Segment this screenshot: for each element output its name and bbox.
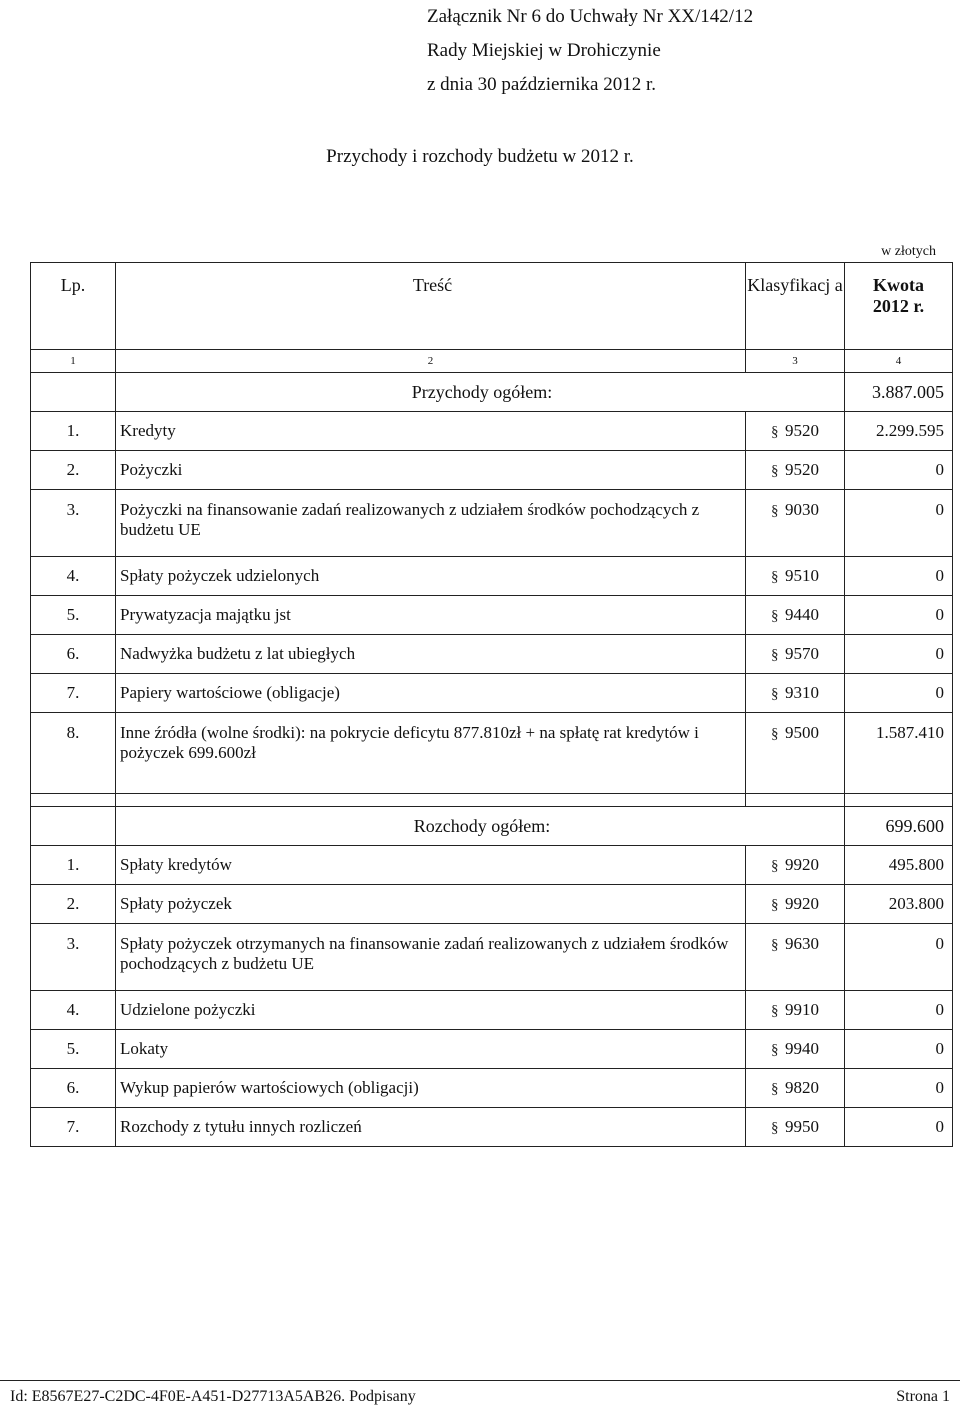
section-mark-icon: §: [771, 858, 779, 874]
header-line-1: Załącznik Nr 6 do Uchwały Nr XX/142/12: [427, 6, 754, 27]
row-klas-value: 9910: [785, 1000, 819, 1019]
row-kwota: 2.299.595: [845, 412, 953, 451]
row-kwota: 0: [845, 1108, 953, 1147]
row-klas-value: 9520: [785, 421, 819, 440]
row-klasyfikacja: [746, 713, 845, 794]
section-mark-icon: §: [771, 1081, 779, 1097]
row-kwota: 0: [845, 451, 953, 490]
section-mark-icon: §: [771, 1120, 779, 1136]
row-klas-value: 9630: [785, 934, 819, 953]
budget-table: [30, 262, 953, 1147]
row-klasyfikacja: [746, 635, 845, 674]
header-kwota-line1: Kwota: [873, 275, 924, 295]
table-row: [31, 713, 953, 794]
row-kwota: 495.800: [845, 846, 953, 885]
row-lp: 2.: [31, 451, 116, 490]
row-kwota: 0: [845, 1030, 953, 1069]
header-line-3: z dnia 30 października 2012 r.: [427, 74, 656, 95]
row-desc: Wykup papierów wartościowych (obligacji): [116, 1069, 746, 1108]
table-row: [31, 885, 953, 924]
header-kwota: [845, 263, 953, 350]
row-desc: Rozchody z tytułu innych rozliczeń: [116, 1108, 746, 1147]
row-desc: Inne źródła (wolne środki): na pokrycie deficytu 877.810zł + na spłatę rat kredytów i pożyczek 699.600zł: [116, 713, 746, 794]
rozchody-total-value: 699.600: [845, 807, 953, 846]
table-header-row: [31, 263, 953, 350]
row-kwota: 0: [845, 674, 953, 713]
table-row: [31, 846, 953, 885]
row-lp: 8.: [31, 713, 116, 794]
row-lp: 1.: [31, 846, 116, 885]
column-number-row: [31, 350, 953, 373]
table-row: [31, 451, 953, 490]
row-desc: Pożyczki na finansowanie zadań realizowanych z udziałem środków pochodzących z budżetu UE: [116, 490, 746, 557]
col-num-1: 1: [31, 350, 116, 373]
row-lp: 4.: [31, 991, 116, 1030]
row-klasyfikacja: [746, 1069, 845, 1108]
row-kwota: 0: [845, 557, 953, 596]
row-klas-value: 9820: [785, 1078, 819, 1097]
section-mark-icon: §: [771, 569, 779, 585]
row-kwota: 0: [845, 1069, 953, 1108]
col-num-2: 2: [116, 350, 746, 373]
row-desc: Nadwyżka budżetu z lat ubiegłych: [116, 635, 746, 674]
footer-divider: [0, 1380, 960, 1381]
row-klas-value: 9570: [785, 644, 819, 663]
row-klasyfikacja: [746, 596, 845, 635]
row-lp: 4.: [31, 557, 116, 596]
header-kwota-line2: 2012 r.: [872, 296, 925, 316]
table-row: [31, 924, 953, 991]
row-klas-value: 9520: [785, 460, 819, 479]
row-desc: Papiery wartościowe (obligacje): [116, 674, 746, 713]
row-klasyfikacja: [746, 674, 845, 713]
przychody-total-row: [31, 373, 953, 412]
row-desc: Pożyczki: [116, 451, 746, 490]
row-lp: 6.: [31, 635, 116, 674]
row-klas-value: 9310: [785, 683, 819, 702]
row-lp: 2.: [31, 885, 116, 924]
col-num-3: 3: [746, 350, 845, 373]
section-mark-icon: §: [771, 726, 779, 742]
section-mark-icon: §: [771, 1003, 779, 1019]
row-klasyfikacja: [746, 924, 845, 991]
section-mark-icon: §: [771, 686, 779, 702]
page-title: Przychody i rozchody budżetu w 2012 r.: [326, 146, 634, 167]
row-kwota: 0: [845, 924, 953, 991]
przychody-total-value: 3.887.005: [845, 373, 953, 412]
section-mark-icon: §: [771, 608, 779, 624]
page-number: Strona 1: [896, 1388, 950, 1405]
rozchody-total-row: [31, 807, 953, 846]
row-klasyfikacja: [746, 557, 845, 596]
page-footer: [10, 1388, 950, 1406]
row-lp: 6.: [31, 1069, 116, 1108]
row-desc: Spłaty pożyczek udzielonych: [116, 557, 746, 596]
row-klasyfikacja: [746, 490, 845, 557]
row-lp: 1.: [31, 412, 116, 451]
row-klas-value: 9950: [785, 1117, 819, 1136]
rozchody-rows: [31, 846, 953, 1147]
table-row: [31, 490, 953, 557]
row-desc: Spłaty pożyczek: [116, 885, 746, 924]
row-desc: Lokaty: [116, 1030, 746, 1069]
row-klasyfikacja: [746, 885, 845, 924]
section-gap: [31, 794, 953, 807]
row-desc: Spłaty kredytów: [116, 846, 746, 885]
row-desc: Kredyty: [116, 412, 746, 451]
row-desc: Prywatyzacja majątku jst: [116, 596, 746, 635]
section-mark-icon: §: [771, 897, 779, 913]
section-mark-icon: §: [771, 424, 779, 440]
table-row: [31, 674, 953, 713]
section-mark-icon: §: [771, 463, 779, 479]
table-row: [31, 1069, 953, 1108]
row-kwota: 0: [845, 596, 953, 635]
header-lp: Lp.: [31, 263, 116, 350]
section-mark-icon: §: [771, 647, 779, 663]
header-desc: Treść: [116, 263, 746, 350]
row-lp: 3.: [31, 490, 116, 557]
row-klasyfikacja: [746, 1108, 845, 1147]
table-row: [31, 557, 953, 596]
row-lp: 3.: [31, 924, 116, 991]
przychody-total-label: Przychody ogółem:: [116, 373, 845, 412]
section-mark-icon: §: [771, 503, 779, 519]
row-lp: 5.: [31, 596, 116, 635]
table-row: [31, 412, 953, 451]
row-desc: Udzielone pożyczki: [116, 991, 746, 1030]
row-klas-value: 9920: [785, 894, 819, 913]
przychody-rows: [31, 412, 953, 794]
table-row: [31, 1108, 953, 1147]
row-klas-value: 9920: [785, 855, 819, 874]
row-klasyfikacja: [746, 846, 845, 885]
rozchody-total-label: Rozchody ogółem:: [116, 807, 845, 846]
row-lp: 7.: [31, 674, 116, 713]
table-row: [31, 596, 953, 635]
section-mark-icon: §: [771, 937, 779, 953]
header-line-2: Rady Miejskiej w Drohiczynie: [427, 40, 661, 61]
table-row: [31, 991, 953, 1030]
row-desc: Spłaty pożyczek otrzymanych na finansowanie zadań realizowanych z udziałem środków pochodzących z budżetu UE: [116, 924, 746, 991]
row-klas-value: 9030: [785, 500, 819, 519]
document-id: Id: E8567E27-C2DC-4F0E-A451-D27713A5AB26. Podpisany: [10, 1388, 416, 1405]
header-klasyfikacja: Klasyfikacj a: [746, 263, 845, 350]
row-klas-value: 9510: [785, 566, 819, 585]
col-num-4: 4: [845, 350, 953, 373]
row-klasyfikacja: [746, 412, 845, 451]
row-klas-value: 9500: [785, 723, 819, 742]
table-row: [31, 635, 953, 674]
row-lp: 5.: [31, 1030, 116, 1069]
row-klas-value: 9440: [785, 605, 819, 624]
row-klasyfikacja: [746, 451, 845, 490]
section-mark-icon: §: [771, 1042, 779, 1058]
row-klasyfikacja: [746, 991, 845, 1030]
row-klasyfikacja: [746, 1030, 845, 1069]
document-header: [427, 0, 753, 102]
row-kwota: 1.587.410: [845, 713, 953, 794]
row-kwota: 0: [845, 490, 953, 557]
unit-label: w złotych: [881, 244, 936, 259]
row-kwota: 203.800: [845, 885, 953, 924]
row-klas-value: 9940: [785, 1039, 819, 1058]
table-row: [31, 1030, 953, 1069]
row-kwota: 0: [845, 635, 953, 674]
row-kwota: 0: [845, 991, 953, 1030]
row-lp: 7.: [31, 1108, 116, 1147]
